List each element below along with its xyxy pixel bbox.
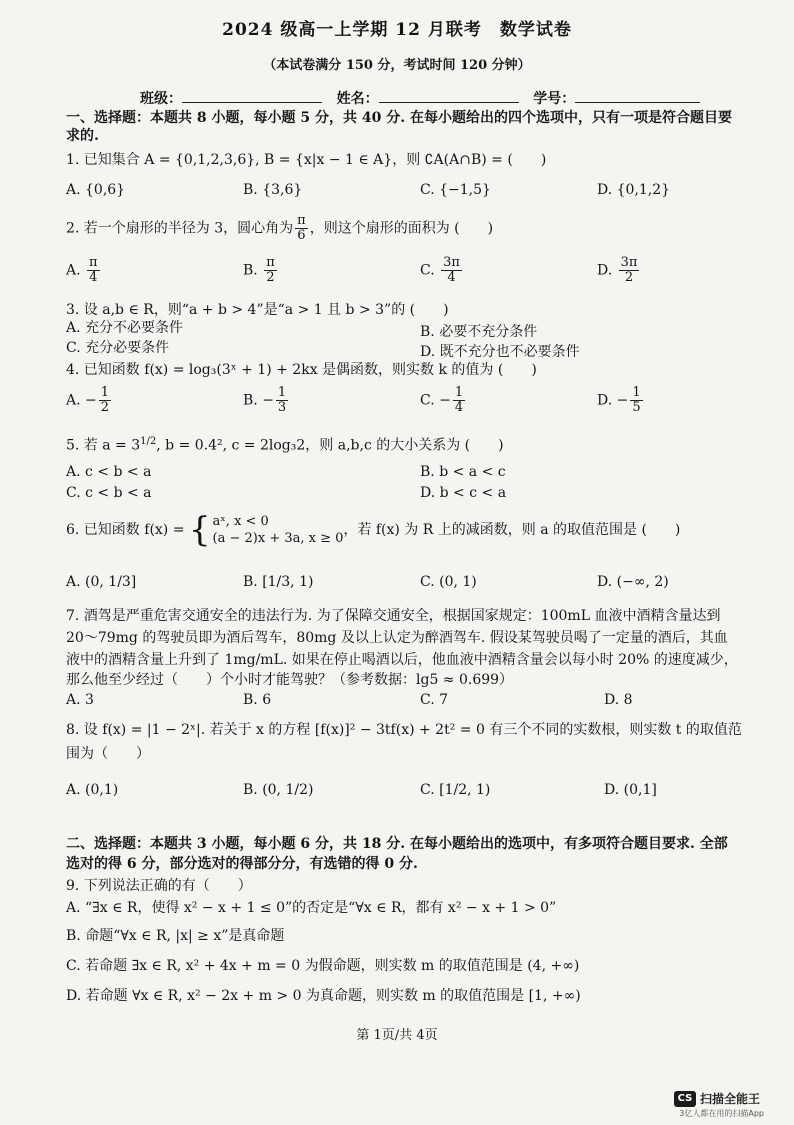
q4-c-label: C. − — [420, 392, 451, 409]
q2-d-den: 2 — [624, 270, 634, 285]
q6-option-a[interactable]: A. (0, 1/3] — [66, 574, 137, 590]
q4-b-den: 3 — [277, 400, 287, 415]
q2-fraction — [295, 214, 308, 243]
q1-option-c[interactable]: C. {−1,5} — [420, 182, 491, 198]
q8-line2: 围为（ ） — [66, 746, 150, 762]
q7-option-b[interactable]: B. 6 — [243, 692, 272, 708]
q8-option-c[interactable]: C. [1/2, 1) — [420, 782, 491, 798]
q8-option-d[interactable]: D. (0,1] — [604, 782, 657, 798]
q4-d-den: 5 — [632, 400, 641, 415]
q4-option-b[interactable] — [243, 386, 290, 415]
q2-option-d[interactable] — [597, 256, 641, 285]
name-blank[interactable] — [379, 88, 519, 103]
q9-stem: 9. 下列说法正确的有（ ） — [66, 878, 252, 894]
q1-stem: 1. 已知集合 A = {0,1,2,3,6}, B = {x|x − 1 ∈ A}，则 ∁A(A∩B) = ( ) — [66, 152, 547, 168]
q7-option-c[interactable]: C. 7 — [420, 692, 449, 708]
watermark-name: 扫描全能王 — [699, 1092, 760, 1106]
camscanner-logo-icon: CS — [674, 1091, 696, 1107]
section2-heading-line1: 二、选择题：本题共 3 小题，每小题 6 分，共 18 分. 在每小题给出的选项中，有多项符合题目要求. 全部 — [66, 836, 728, 852]
q9-option-d[interactable]: D. 若命题 ∀x ∈ R, x² − 2x + m > 0 为真命题，则实数 m 的取值范围是 [1, +∞) — [66, 988, 581, 1004]
exam-subtitle: （本试卷满分 150 分，考试时间 120 分钟） — [263, 58, 531, 73]
q6-stem-pre: 6. 已知函数 f(x) = — [66, 522, 185, 538]
page-footer: 第 1页/共 4页 — [356, 1028, 438, 1043]
class-label: 班级： — [140, 91, 182, 107]
q2-c-frac — [441, 256, 462, 285]
q4-d-label: D. − — [597, 392, 629, 409]
q5-option-a[interactable]: A. c < b < a — [66, 464, 152, 480]
q6-option-d[interactable]: D. (−∞, 2) — [597, 574, 669, 590]
q1-option-d[interactable]: D. {0,1,2} — [597, 182, 671, 198]
q3-option-b[interactable]: B. 必要不充分条件 — [420, 324, 538, 340]
q9-option-a[interactable]: A. “∃x ∈ R，使得 x² − x + 1 ≤ 0”的否定是“∀x ∈ R，都有 x² − x + 1 > 0” — [66, 900, 557, 916]
q1-option-a[interactable]: A. {0,6} — [66, 182, 126, 198]
q2-option-a[interactable] — [66, 256, 102, 285]
q7-line1: 7. 酒驾是严重危害交通安全的违法行为. 为了保障交通安全，根据国家规定：100mL 血液中酒精含量达到 — [66, 608, 721, 624]
q2-fraction-num: π — [297, 213, 306, 228]
q6-stem — [66, 510, 680, 550]
class-blank[interactable] — [182, 88, 322, 103]
section1-heading-line2: 求的. — [66, 128, 99, 144]
q2-c-num: 3π — [443, 255, 460, 270]
q3-option-a[interactable]: A. 充分不必要条件 — [66, 320, 184, 336]
q5-exponent: 1/2 — [140, 436, 157, 447]
q6-piecewise — [213, 513, 344, 547]
q4-d-num: 1 — [632, 385, 641, 400]
q2-option-c[interactable] — [420, 256, 464, 285]
q2-a-den: 4 — [89, 270, 98, 285]
q4-c-den: 4 — [454, 400, 464, 415]
q4-c-num: 1 — [454, 385, 464, 400]
q8-option-a[interactable]: A. (0,1) — [66, 782, 119, 798]
q6-brace: { — [188, 510, 211, 550]
q2-b-den: 2 — [266, 270, 275, 285]
q7-line3: 液中的酒精含量上升到了 1mg/mL. 如果在停止喝酒以后，他血液中酒精含量会以每小时 20% 的速度减少， — [66, 652, 738, 668]
q4-a-den: 2 — [100, 400, 110, 415]
q2-option-b[interactable] — [243, 256, 279, 285]
scanner-watermark — [674, 1090, 760, 1107]
name-label: 姓名： — [336, 91, 379, 107]
q2-d-num: 3π — [620, 255, 638, 270]
number-blank[interactable] — [575, 88, 700, 103]
q8-line1: 8. 设 f(x) = |1 − 2ˣ|. 若关于 x 的方程 [f(x)]² − 3tf(x) + 2t² = 0 有三个不同的实数根，则实数 t 的取值范 — [66, 722, 742, 738]
q2-d-label: D. — [597, 262, 613, 279]
section1-heading-line1: 一、选择题：本题共 8 小题，每小题 5 分，共 40 分. 在每小题给出的四个选项中，只有一项是符合题目要 — [66, 110, 732, 126]
q6-piece-1: aˣ, x < 0 — [212, 514, 269, 529]
section2-heading-line2: 选对的得 6 分，部分选对的得部分分，有选错的得 0 分. — [66, 856, 418, 872]
q2-b-frac — [264, 256, 277, 285]
q5-option-b[interactable]: B. b < a < c — [420, 464, 506, 480]
q4-option-d[interactable] — [597, 386, 645, 415]
q6-piece-2: (a − 2)x + 3a, x ≥ 0 — [212, 531, 344, 546]
q4-option-a[interactable] — [66, 386, 113, 415]
q4-b-frac — [276, 386, 288, 415]
exam-title: 2024 级高一上学期 12 月联考 数学试卷 — [222, 20, 572, 40]
q2-c-label: C. — [420, 262, 435, 279]
q6-option-b[interactable]: B. [1/3, 1) — [243, 574, 314, 590]
q5-option-c[interactable]: C. c < b < a — [66, 485, 152, 501]
q2-stem — [66, 214, 493, 243]
q6-option-c[interactable]: C. (0, 1) — [420, 574, 477, 590]
q4-a-label: A. − — [66, 392, 97, 409]
q3-stem: 3. 设 a,b ∈ R，则“a + b > 4”是“a > 1 且 b > 3”的 ( ) — [66, 302, 449, 318]
number-label: 学号： — [533, 91, 576, 107]
q9-option-c[interactable]: C. 若命题 ∃x ∈ R, x² + 4x + m = 0 为假命题，则实数 m 的取值范围是 (4, +∞) — [66, 958, 580, 974]
q8-option-b[interactable]: B. (0, 1/2) — [243, 782, 314, 798]
q5-option-d[interactable]: D. b < c < a — [420, 485, 507, 501]
q7-line2: 20～79mg 的驾驶员即为酒后驾车，80mg 及以上认定为醉酒驾车. 假设某驾驶员喝了一定量的酒后，其血 — [66, 630, 728, 646]
q2-stem-post: ，则这个扇形的面积为 ( ) — [309, 220, 494, 237]
q4-b-num: 1 — [277, 385, 287, 400]
q2-b-label: B. — [243, 262, 258, 279]
q4-d-frac — [630, 386, 642, 415]
q5-stem — [66, 432, 504, 456]
q6-stem-post: ，若 f(x) 为 R 上的减函数，则 a 的取值范围是 ( ) — [343, 522, 681, 538]
q2-a-frac — [87, 256, 100, 285]
q2-a-label: A. — [66, 262, 81, 279]
q3-option-d[interactable]: D. 既不充分也不必要条件 — [420, 344, 580, 360]
q2-b-num: π — [266, 255, 275, 270]
q4-a-num: 1 — [100, 385, 110, 400]
q9-option-b[interactable]: B. 命题“∀x ∈ R, |x| ≥ x”是真命题 — [66, 928, 285, 944]
q2-c-den: 4 — [447, 270, 456, 285]
q4-c-frac — [453, 386, 465, 415]
q4-option-c[interactable] — [420, 386, 467, 415]
q2-d-frac — [619, 256, 640, 285]
q7-option-d[interactable]: D. 8 — [604, 692, 633, 708]
watermark-tagline: 3亿人都在用的扫描App — [679, 1109, 764, 1118]
q5-stem-pre: 5. 若 a = 3 — [66, 437, 141, 454]
student-info-line — [140, 88, 700, 109]
q3-option-c[interactable]: C. 充分必要条件 — [66, 340, 170, 356]
q1-option-b[interactable]: B. {3,6} — [243, 182, 303, 198]
q2-a-num: π — [89, 255, 98, 270]
q5-stem-post: , b = 0.4², c = 2log₃2，则 a,b,c 的大小关系为 ( ) — [156, 437, 504, 454]
q4-b-label: B. − — [243, 392, 274, 409]
q2-fraction-den: 6 — [297, 228, 306, 243]
q2-stem-pre: 2. 若一个扇形的半径为 3，圆心角为 — [66, 220, 294, 237]
q7-line4: 那么他至少经过（ ）个小时才能驾驶？（参考数据：lg5 ≈ 0.699） — [66, 672, 514, 688]
q4-stem: 4. 已知函数 f(x) = log₃(3ˣ + 1) + 2kx 是偶函数，则实数 k 的值为 ( ) — [66, 362, 537, 378]
q7-option-a[interactable]: A. 3 — [66, 692, 94, 708]
q4-a-frac — [99, 386, 111, 415]
